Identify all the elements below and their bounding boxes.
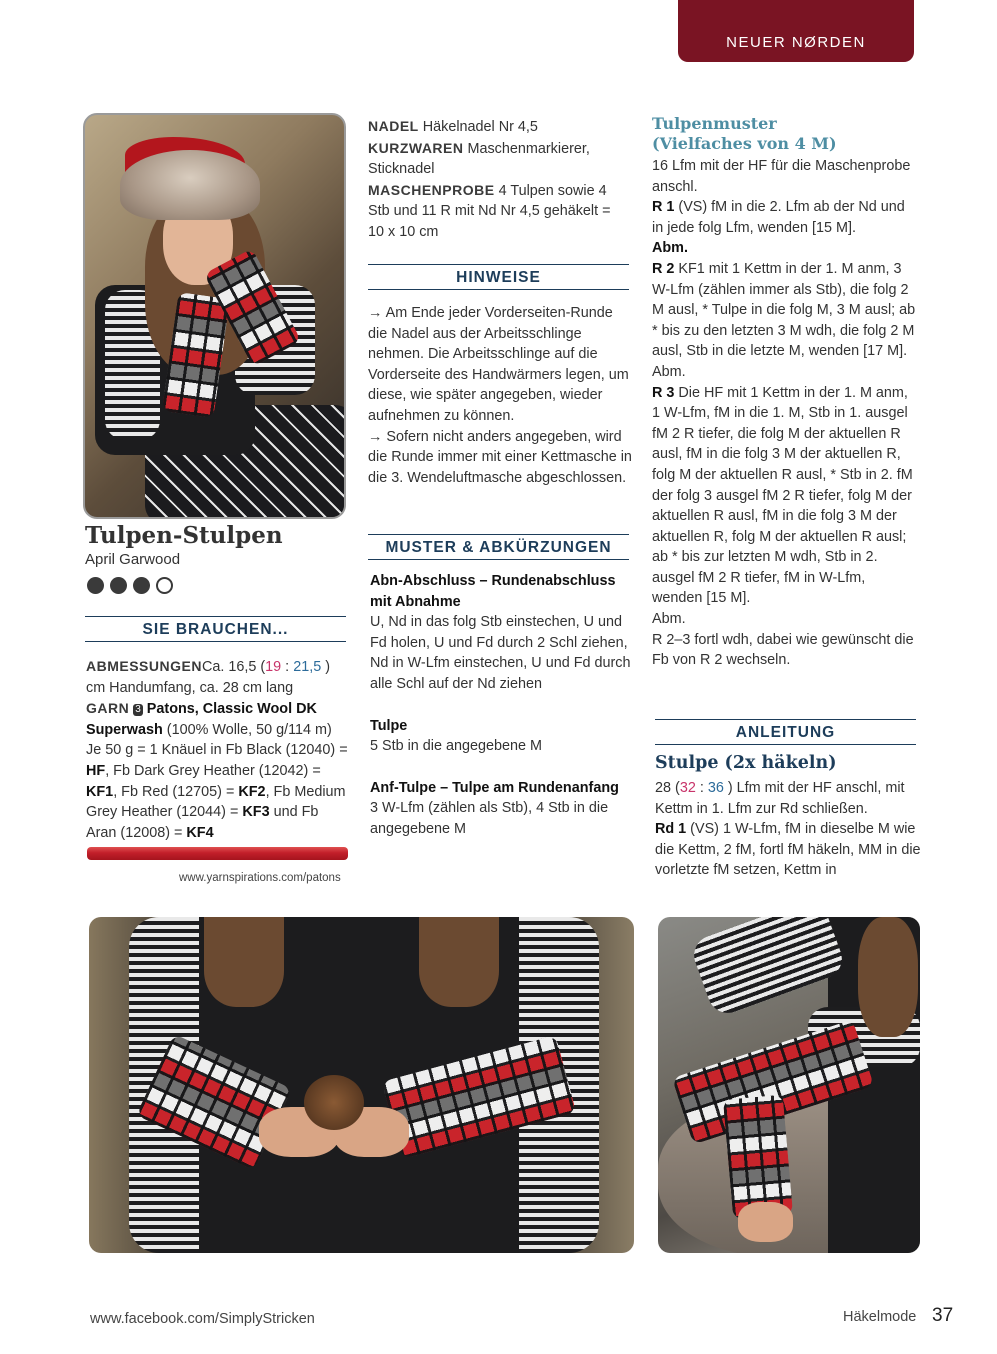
- garn-text: und Fb Aran (12008) =: [86, 804, 319, 841]
- anf-title: Anf-Tulpe – Tulpe am Rundenanfang: [370, 779, 619, 796]
- abmessungen-label: ABMESSUNGEN: [86, 658, 202, 674]
- row-3-label: R 3: [652, 384, 675, 401]
- hinweise-text: [368, 303, 633, 488]
- arrow-icon: →: [368, 428, 383, 445]
- size-2: 19: [265, 659, 282, 675]
- yarn-swatch-bar: [87, 847, 348, 860]
- abmessungen-text: Ca. 16,5 (: [201, 659, 266, 675]
- maschenprobe-label: MASCHENPROBE: [368, 181, 495, 198]
- row-3-text: Die HF mit 1 Kettm in der 1. M anm, 1 W-Lfm, fM in die 1. M, Stb in 1. ausgel fM 2 R tiefer, die folg M der aktuellen R ausl, fM in die folg 3 M der aktuellen R, folg M der aktuellen R ausl, * Stb in 2. fM der folg 3 ausgel fM 2 R tiefer, folg M der aktuellen R ausl, fM in die folg 3 M der aktuellen R, folg M der aktuellen R ausl; ab * bis zur letzten M wdh, Stb in 2. ausgel fM 2 R tiefer, fM in W-Lfm, wenden [15 M].: [652, 384, 913, 607]
- abm-end: Abm.: [652, 611, 686, 628]
- abm-bold: Abm.: [652, 240, 688, 257]
- color-kf4: KF4: [186, 824, 214, 841]
- row-1-label: R 1: [652, 199, 675, 216]
- photo-hands-pinecone: [89, 917, 634, 1253]
- nadel-label: NADEL: [368, 118, 419, 134]
- color-hf: HF: [86, 762, 106, 779]
- row-2-label: R 2: [652, 260, 675, 277]
- garn-text: (100% Wolle, 50 g/114 m) Je 50 g = 1 Knäuel in Fb Black (12040) =: [86, 721, 348, 759]
- maschenprobe-text: 4 Tulpen sowie 4 Stb und 11 R mit Nd Nr 4,5 gehäkelt = 10 x 10 cm: [368, 182, 611, 240]
- stulpe-size-3: 36: [707, 780, 724, 796]
- round-1-text: (VS) 1 W-Lfm, fM in dieselbe M wie die Kettm, 2 fM, fortl fM häkeln, MM in die vorletzte fM setzen, Kettm in: [655, 821, 921, 879]
- garn-text: , Fb Medium Grey Heather (12044) =: [86, 783, 346, 821]
- abmessungen-text-end: ) cm Handumfang, ca. 28 cm lang: [86, 659, 330, 696]
- skill-dot-filled: [87, 577, 104, 594]
- skill-dot-filled: [133, 577, 150, 594]
- kurzwaren-text: Maschenmarkierer, Sticknadel: [368, 140, 590, 178]
- yarn-weight-badge: 3: [135, 704, 141, 716]
- yarn-url[interactable]: www.yarnspirations.com/patons: [179, 872, 341, 884]
- main-photo: [83, 113, 346, 519]
- sie-brauchen-heading: SIE BRAUCHEN...: [85, 616, 346, 642]
- garn-text: , Fb Red (12705) =: [113, 783, 239, 800]
- skill-level: [87, 577, 173, 594]
- page-number: 37: [932, 1305, 954, 1326]
- section-tab: [678, 0, 914, 62]
- stulpe-text-end: ) Lfm mit der HF anschl, mit Kettm in 1. Lfm zur Rd schließen.: [655, 780, 905, 817]
- color-kf2: KF2: [238, 783, 266, 800]
- hinweis-2: Sofern nicht anders angegeben, wird die Runde immer mit einer Kettmasche in die 3. Wendeluftmasche abgeschlossen.: [368, 428, 632, 486]
- abm-plain: Abm.: [652, 363, 686, 380]
- stulpe-text: 28 (: [655, 780, 680, 796]
- photo-arm-rock: [658, 917, 920, 1253]
- tools-text: [368, 116, 630, 243]
- kurzwaren-label: KURZWAREN: [368, 139, 464, 156]
- row-1-text: (VS) fM in die 2. Lfm ab der Nd und in jede folg Lfm, wenden [15 M].: [652, 199, 905, 236]
- stulpe-size-2: 32: [679, 780, 696, 796]
- footer-facebook-link[interactable]: www.facebook.com/SimplyStricken: [90, 1311, 315, 1327]
- color-kf1: KF1: [86, 783, 114, 800]
- anleitung-text: [655, 778, 921, 881]
- garn-text: , Fb Dark Grey Heather (12042) =: [105, 762, 321, 779]
- repeat-text: R 2–3 fortl wdh, dabei wie gewünscht die Fb von R 2 wechseln.: [652, 631, 914, 669]
- project-author: April Garwood: [85, 551, 181, 568]
- hinweise-heading: HINWEISE: [368, 264, 629, 290]
- size-sep: :: [281, 659, 294, 675]
- tulpenmuster-text: [652, 156, 918, 671]
- size-3: 21,5: [293, 659, 322, 675]
- abn-title: Abn-Abschluss – Rundenabschluss mit Abnahme: [370, 573, 616, 610]
- hinweis-1: Am Ende jeder Vorderseiten-Runde die Nadel aus der Arbeitsschlinge nehmen. Die Arbeitsschlinge auf die Vorderseite des Handwärmers legen, um diese, wie später angegeben, wieder aufnehmen zu können.: [368, 305, 629, 424]
- stulpe-sep: :: [695, 780, 708, 796]
- skill-dot-filled: [110, 577, 127, 594]
- tulpenmuster-title: Tulpenmuster: [652, 114, 777, 133]
- project-title: Tulpen-Stulpen: [85, 522, 283, 549]
- abn-text: U, Nd in das folg Stb einstechen, U und Fd holen, U und Fd durch 2 Schl ziehen, Nd in W-Lfm einstechen, U und Fd durch alle Schl auf der Nd ziehen: [370, 614, 631, 692]
- footer-section: Häkelmode: [843, 1309, 917, 1325]
- tulpenmuster-subtitle: (Vielfaches von 4 M): [652, 134, 837, 153]
- row-2-text: KF1 mit 1 Kettm in der 1. M anm, 3 W-Lfm (zählen immer als Stb), die folg 2 M ausl, * Tulpe in die folg M, 3 M ausl; ab * bis zu den letzten 3 M wdh, die folg 2 M ausl, Stb in die letzte M, wenden [17 M].: [652, 260, 916, 360]
- tulpe-title: Tulpe: [370, 717, 408, 734]
- anleitung-heading: ANLEITUNG: [655, 719, 916, 745]
- section-tab-label: NEUER NØRDEN: [726, 34, 866, 51]
- stulpe-title: Stulpe (2x häkeln): [655, 753, 837, 773]
- anf-text: 3 W-Lfm (zählen als Stb), 4 Stb in die angegebene M: [370, 800, 609, 837]
- materials-text: [86, 656, 351, 843]
- muster-heading: MUSTER & ABKÜRZUNGEN: [368, 534, 629, 560]
- garn-label: GARN: [86, 700, 130, 717]
- nadel-text: Häkelnadel Nr 4,5: [418, 119, 538, 135]
- round-1-label: Rd 1: [655, 821, 687, 838]
- skill-dot-empty: [156, 577, 173, 594]
- tulpenmuster-intro: 16 Lfm mit der HF für die Maschenprobe anschl.: [652, 158, 911, 195]
- tulpe-text: 5 Stb in die angegebene M: [370, 738, 543, 755]
- muster-text: [370, 571, 635, 840]
- garn-name: Patons, Classic Wool DK Superwash: [86, 701, 317, 738]
- arrow-icon: →: [368, 305, 383, 321]
- color-kf3: KF3: [242, 804, 270, 821]
